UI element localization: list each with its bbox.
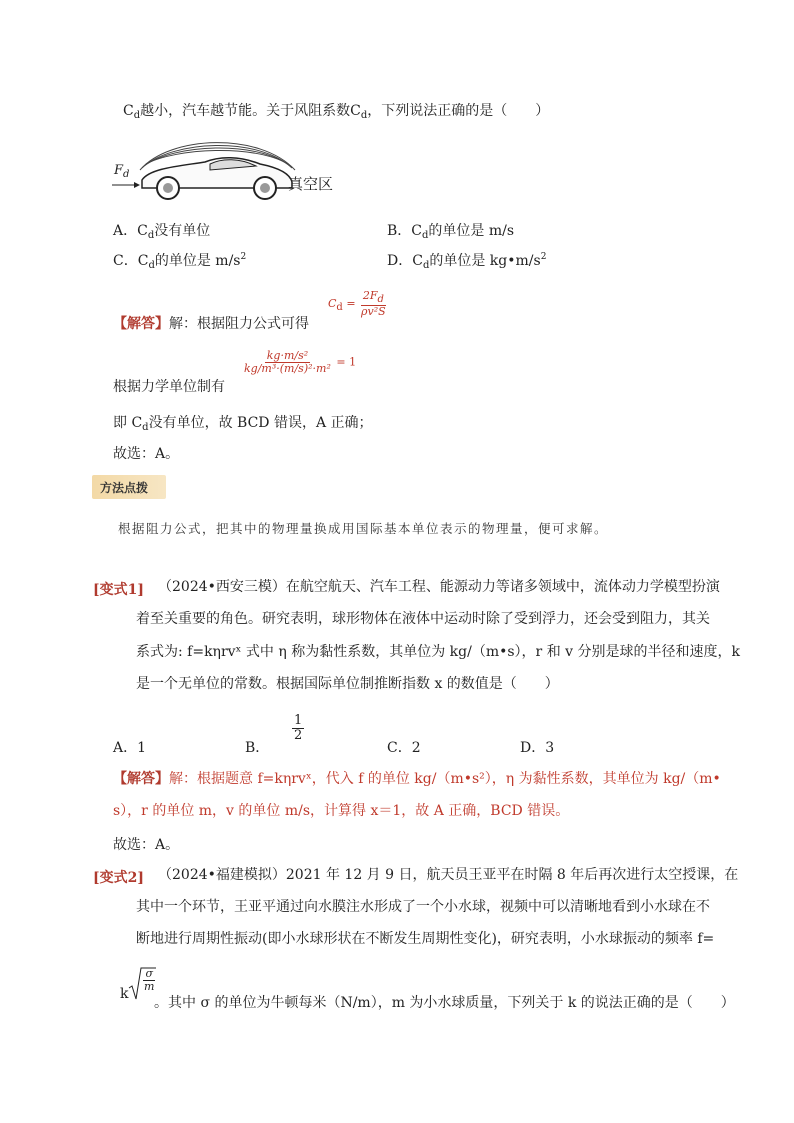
intro-line: $C_d$越小，汽车越节能。关于风阻系数$C_d$，下列说法正确的是（ ） [123,103,550,121]
variant1-line-3: 系式为: f=kηrvˣ 式中 η 称为黏性系数，其单位为 kg/（m•s），r 和 v 分别是球的半径和速度，k [136,644,740,660]
v1-solution-line-1: 【解答】解：根据题意 f=kηrvˣ，代入 f 的单位 kg/（m•s²），η 为黏性系数，其单位为 kg/（m• [113,771,721,787]
conclusion1: 即 $C_d$没有单位，故 BCD 错误，A 正确； [113,415,373,433]
variant2-last-line: 。其中 σ 的单位为牛顿每米（N/m），m 为小水球质量，下列关于 k 的说法正确的是（ ） [154,995,735,1011]
v1-option-b-fraction: $\frac{1}{2}$ [294,713,303,744]
vacuum-label: 真空区 [288,175,334,193]
variant2-line-3: 断地进行周期性振动(即小水球形状在不断发生周期性变化)，研究表明，小水球振动的频率 f= [136,931,715,947]
v1-option-c[interactable]: C．2 [387,740,421,756]
v1-answer: 故选：A。 [113,837,180,853]
option-d[interactable]: D．$C_d$的单位是 $kg•m/s^2$ [387,252,547,271]
variant1-line-1: （2024•西安三模）在航空航天、汽车工程、能源动力等诸多领域中，流体动力学模型扮演 [158,579,720,595]
variant1-line-2: 着至关重要的角色。研究表明，球形物体在液体中运动时除了受到浮力，还会受到阻力，其关 [136,611,710,627]
v1-option-a[interactable]: A．1 [113,740,147,756]
v1-option-d[interactable]: D．3 [520,740,555,756]
variant2-formula-line: k [120,986,129,1002]
variant1-label: [变式1] [93,582,144,598]
option-c[interactable]: C．$C_d$的单位是 $m/s^2$ [113,252,247,271]
force-label: $F_d$ [114,163,130,180]
sqrt-formula: $\frac{\sigma}{m}$ [128,966,156,1006]
v1-solution-line-2: s），r 的单位 m，v 的单位 m/s，计算得 x＝1，故 A 正确，BCD 错误。 [113,803,570,819]
units-line: 根据力学单位制有 [113,379,225,395]
variant2-line-2: 其中一个环节，王亚平通过向水膜注水形成了一个小水球，视频中可以清晰地看到小水球在不 [136,899,710,915]
option-a[interactable]: A．$C_d$没有单位 [113,223,211,241]
drag-formula: Cd = $\frac{2Fd}{\text{ρv²S}}$ [328,289,386,318]
answer1: 故选：A。 [113,446,180,462]
variant2-label: [变式2] [93,870,144,886]
units-formula: $\frac{\text{kg·m/s²}}{\text{kg/m³·(m/s)²·m²}}$ = 1 [244,349,357,376]
v1-option-b[interactable]: B． [245,740,270,756]
option-b[interactable]: B．$C_d$的单位是 m/s [387,223,515,241]
car-figure [110,130,350,205]
method-text: 根据阻力公式，把其中的物理量换成用国际基本单位表示的物理量，便可求解。 [118,521,609,536]
variant1-line-4: 是一个无单位的常数。根据国际单位制推断指数 x 的数值是（ ） [136,676,559,692]
solution1-line: 【解答】解：根据阻力公式可得 [113,316,309,332]
variant2-line-1: （2024•福建模拟）2021 年 12 月 9 日，航天员王亚平在时隔 8 年后再次进行太空授课，在 [158,867,739,883]
method-badge: 方法点拨 [92,475,166,499]
